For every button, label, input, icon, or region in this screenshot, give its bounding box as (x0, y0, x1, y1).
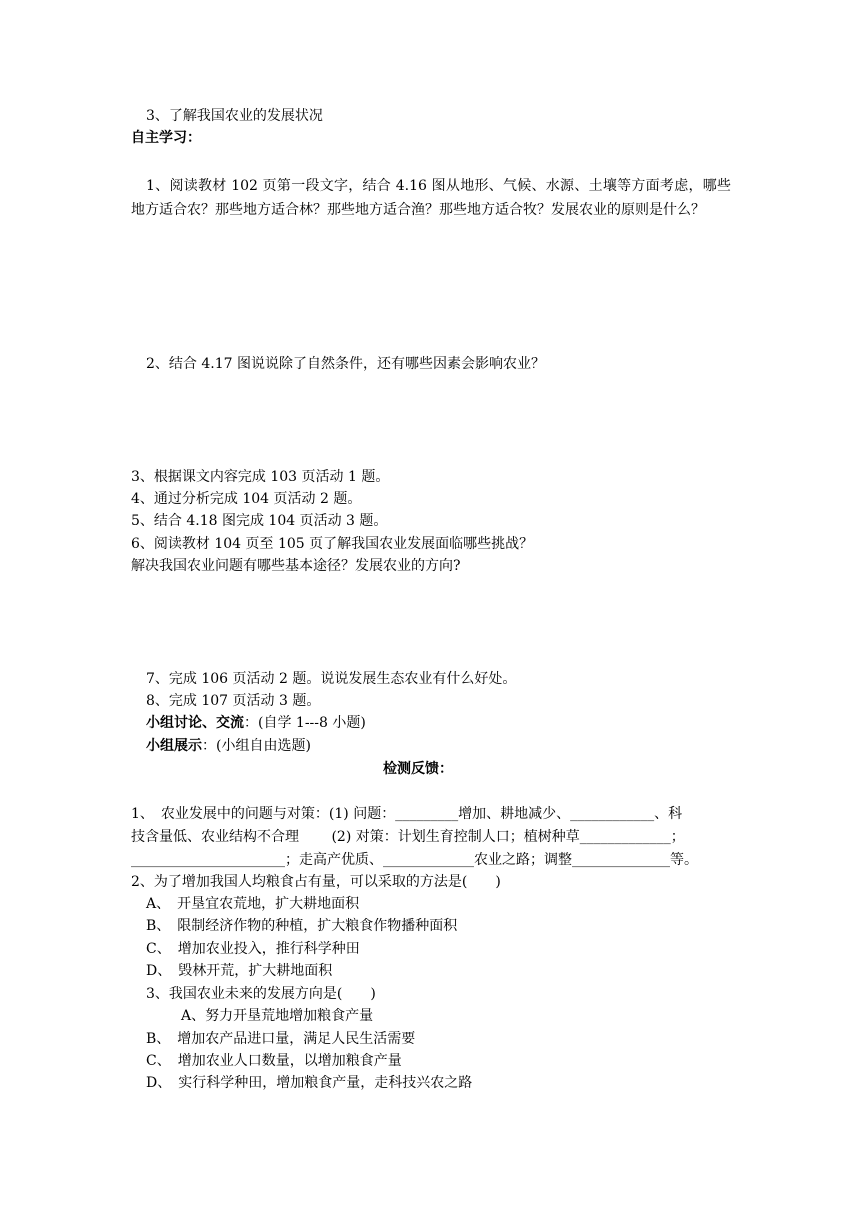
q3-option-c: C、 增加农业人口数量，以增加粮食产量 (146, 1053, 402, 1069)
q3-option-b: B、 增加农产品进口量，满足人民生活需要 (146, 1031, 416, 1047)
self-study-question-2: 2、结合 4.17 图说说除了自然条件，还有哪些因素会影响农业？ (146, 356, 545, 372)
group-discussion-label: 小组讨论、交流 (146, 715, 244, 731)
feedback-question-3: 3、我国农业未来的发展方向是( ) (146, 986, 376, 1002)
self-study-question-4: 4、通过分析完成 104 页活动 2 题。 (131, 491, 362, 507)
self-study-question-3: 3、根据课文内容完成 103 页活动 1 题。 (131, 469, 390, 485)
self-study-question-7: 7、完成 106 页活动 2 题。说说发展生态农业有什么好处。 (146, 671, 517, 687)
q3-option-d: D、 实行科学种田，增加粮食产量，走科技兴农之路 (146, 1075, 473, 1091)
group-discussion-text: ：(自学 1---8 小题) (244, 715, 366, 731)
feedback-question-1-line-3: ______________________；走高产优质、_____________农业之路；调整______________等。 (131, 852, 698, 868)
self-study-question-5: 5、结合 4.18 图完成 104 页活动 3 题。 (131, 513, 388, 529)
group-discussion (146, 712, 366, 734)
q2-option-b: B、 限制经济作物的种植，扩大粮食作物播种面积 (146, 918, 458, 934)
group-show (146, 735, 311, 757)
q2-option-c: C、 增加农业投入，推行科学种田 (146, 941, 360, 957)
self-study-question-8: 8、完成 107 页活动 3 题。 (146, 693, 321, 709)
q2-option-a: A、 开垦宜农荒地，扩大耕地面积 (146, 896, 360, 912)
objective-item-3: 3、了解我国农业的发展状况 (146, 108, 323, 124)
group-show-label: 小组展示 (146, 738, 202, 754)
group-show-text: ：(小组自由选题) (202, 738, 311, 754)
self-study-question-6: 6、阅读教材 104 页至 105 页了解我国农业发展面临哪些挑战？ (131, 536, 534, 552)
self-study-heading: 自主学习： (131, 130, 201, 146)
feedback-question-2: 2、为了增加我国人均粮食占有量，可以采取的方法是( ) (131, 874, 501, 890)
q3-option-a: A、努力开垦荒地增加粮食产量 (181, 1008, 374, 1024)
q2-option-d: D、 毁林开荒，扩大耕地面积 (146, 963, 333, 979)
feedback-heading: 检测反馈： (383, 761, 453, 777)
feedback-question-1-line-1: 1、 农业发展中的问题与对策：(1) 问题：_________增加、耕地减少、____________、科 (131, 806, 683, 822)
self-study-question-6-continued: 解决我国农业问题有哪些基本途径？发展农业的方向? (131, 558, 461, 574)
feedback-question-1-line-2: 技含量低、农业结构不合理 (2) 对策：计划生育控制人口；植树种草_____________； (131, 829, 685, 845)
self-study-question-1: 1、阅读教材 102 页第一段文字，结合 4.16 图从地形、气候、水源、土壤等方面考虑，哪些地方适合农？那些地方适合林？那些地方适合渔？那些地方适合牧？发展农业的原则是什么？ (131, 178, 731, 218)
